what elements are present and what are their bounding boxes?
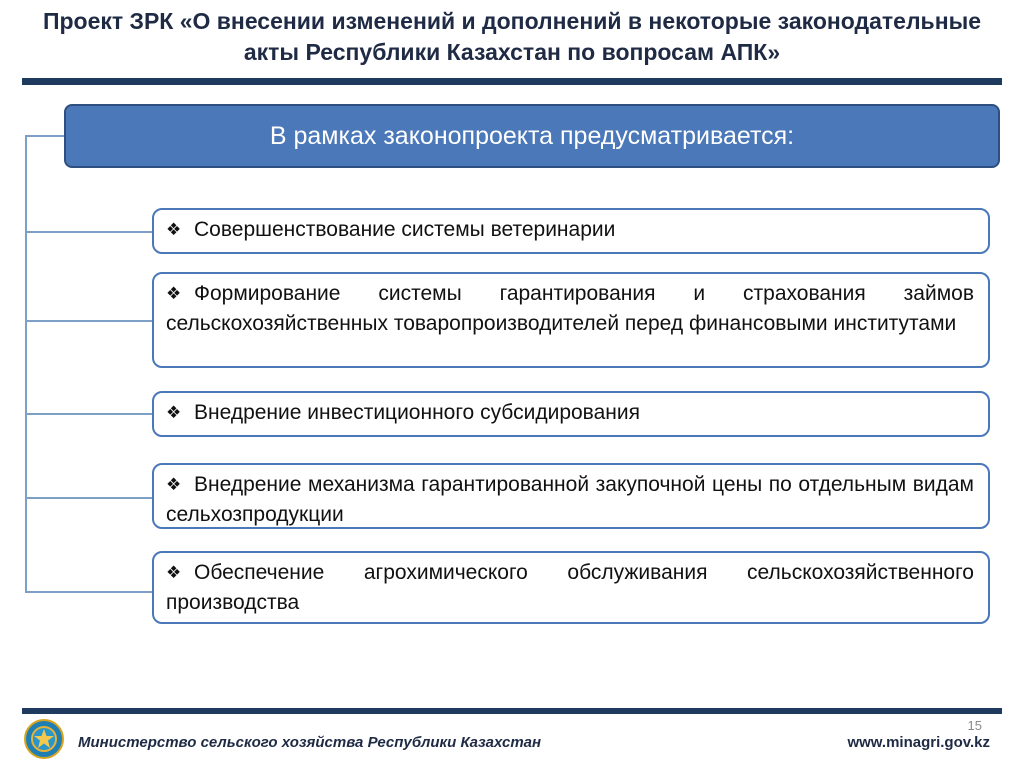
list-item-text: Совершенствование системы ветеринарии	[194, 218, 616, 241]
diamond-bullet-icon: ❖	[166, 220, 182, 239]
diamond-bullet-icon: ❖	[166, 403, 182, 422]
state-emblem-icon	[24, 719, 64, 759]
emblem-star-icon	[29, 724, 59, 754]
diamond-bullet-icon: ❖	[166, 284, 182, 303]
connector-branch-2	[25, 320, 153, 322]
title-divider	[22, 78, 1002, 85]
slide-title: Проект ЗРК «О внесении изменений и дополнений в некоторые законодательные акты Республики Казахстан по вопросам АПК»	[42, 8, 982, 65]
connector-branch-1	[25, 231, 153, 233]
page-number: 15	[967, 718, 982, 733]
list-item-text: Внедрение механизма гарантированной закупочной цены по отдельным видам сельхозпродукции	[166, 473, 974, 526]
list-item	[152, 463, 990, 529]
diamond-bullet-icon: ❖	[166, 475, 182, 494]
footer-divider	[22, 708, 1002, 714]
website-link[interactable]: www.minagri.gov.kz	[847, 734, 990, 751]
connector-trunk	[25, 135, 27, 593]
list-item-text: Внедрение инвестиционного субсидирования	[194, 401, 640, 424]
connector-branch-4	[25, 497, 153, 499]
connector-branch-5	[25, 591, 153, 593]
list-item	[152, 551, 990, 624]
list-item-text: Формирование системы гарантирования и страхования займов сельскохозяйственных товаропроизводителей перед финансовыми институтами	[166, 282, 974, 335]
list-item	[152, 391, 990, 437]
list-item	[152, 208, 990, 254]
connector-branch-header	[25, 135, 65, 137]
provisions-header	[64, 104, 1000, 168]
connector-branch-3	[25, 413, 153, 415]
diamond-bullet-icon: ❖	[166, 563, 182, 582]
ministry-name: Министерство сельского хозяйства Республики Казахстан	[78, 734, 542, 751]
list-item-text: Обеспечение агрохимического обслуживания сельскохозяйственного производства	[166, 561, 974, 614]
provisions-header-label: В рамках законопроекта предусматривается:	[269, 121, 795, 150]
list-item	[152, 272, 990, 368]
